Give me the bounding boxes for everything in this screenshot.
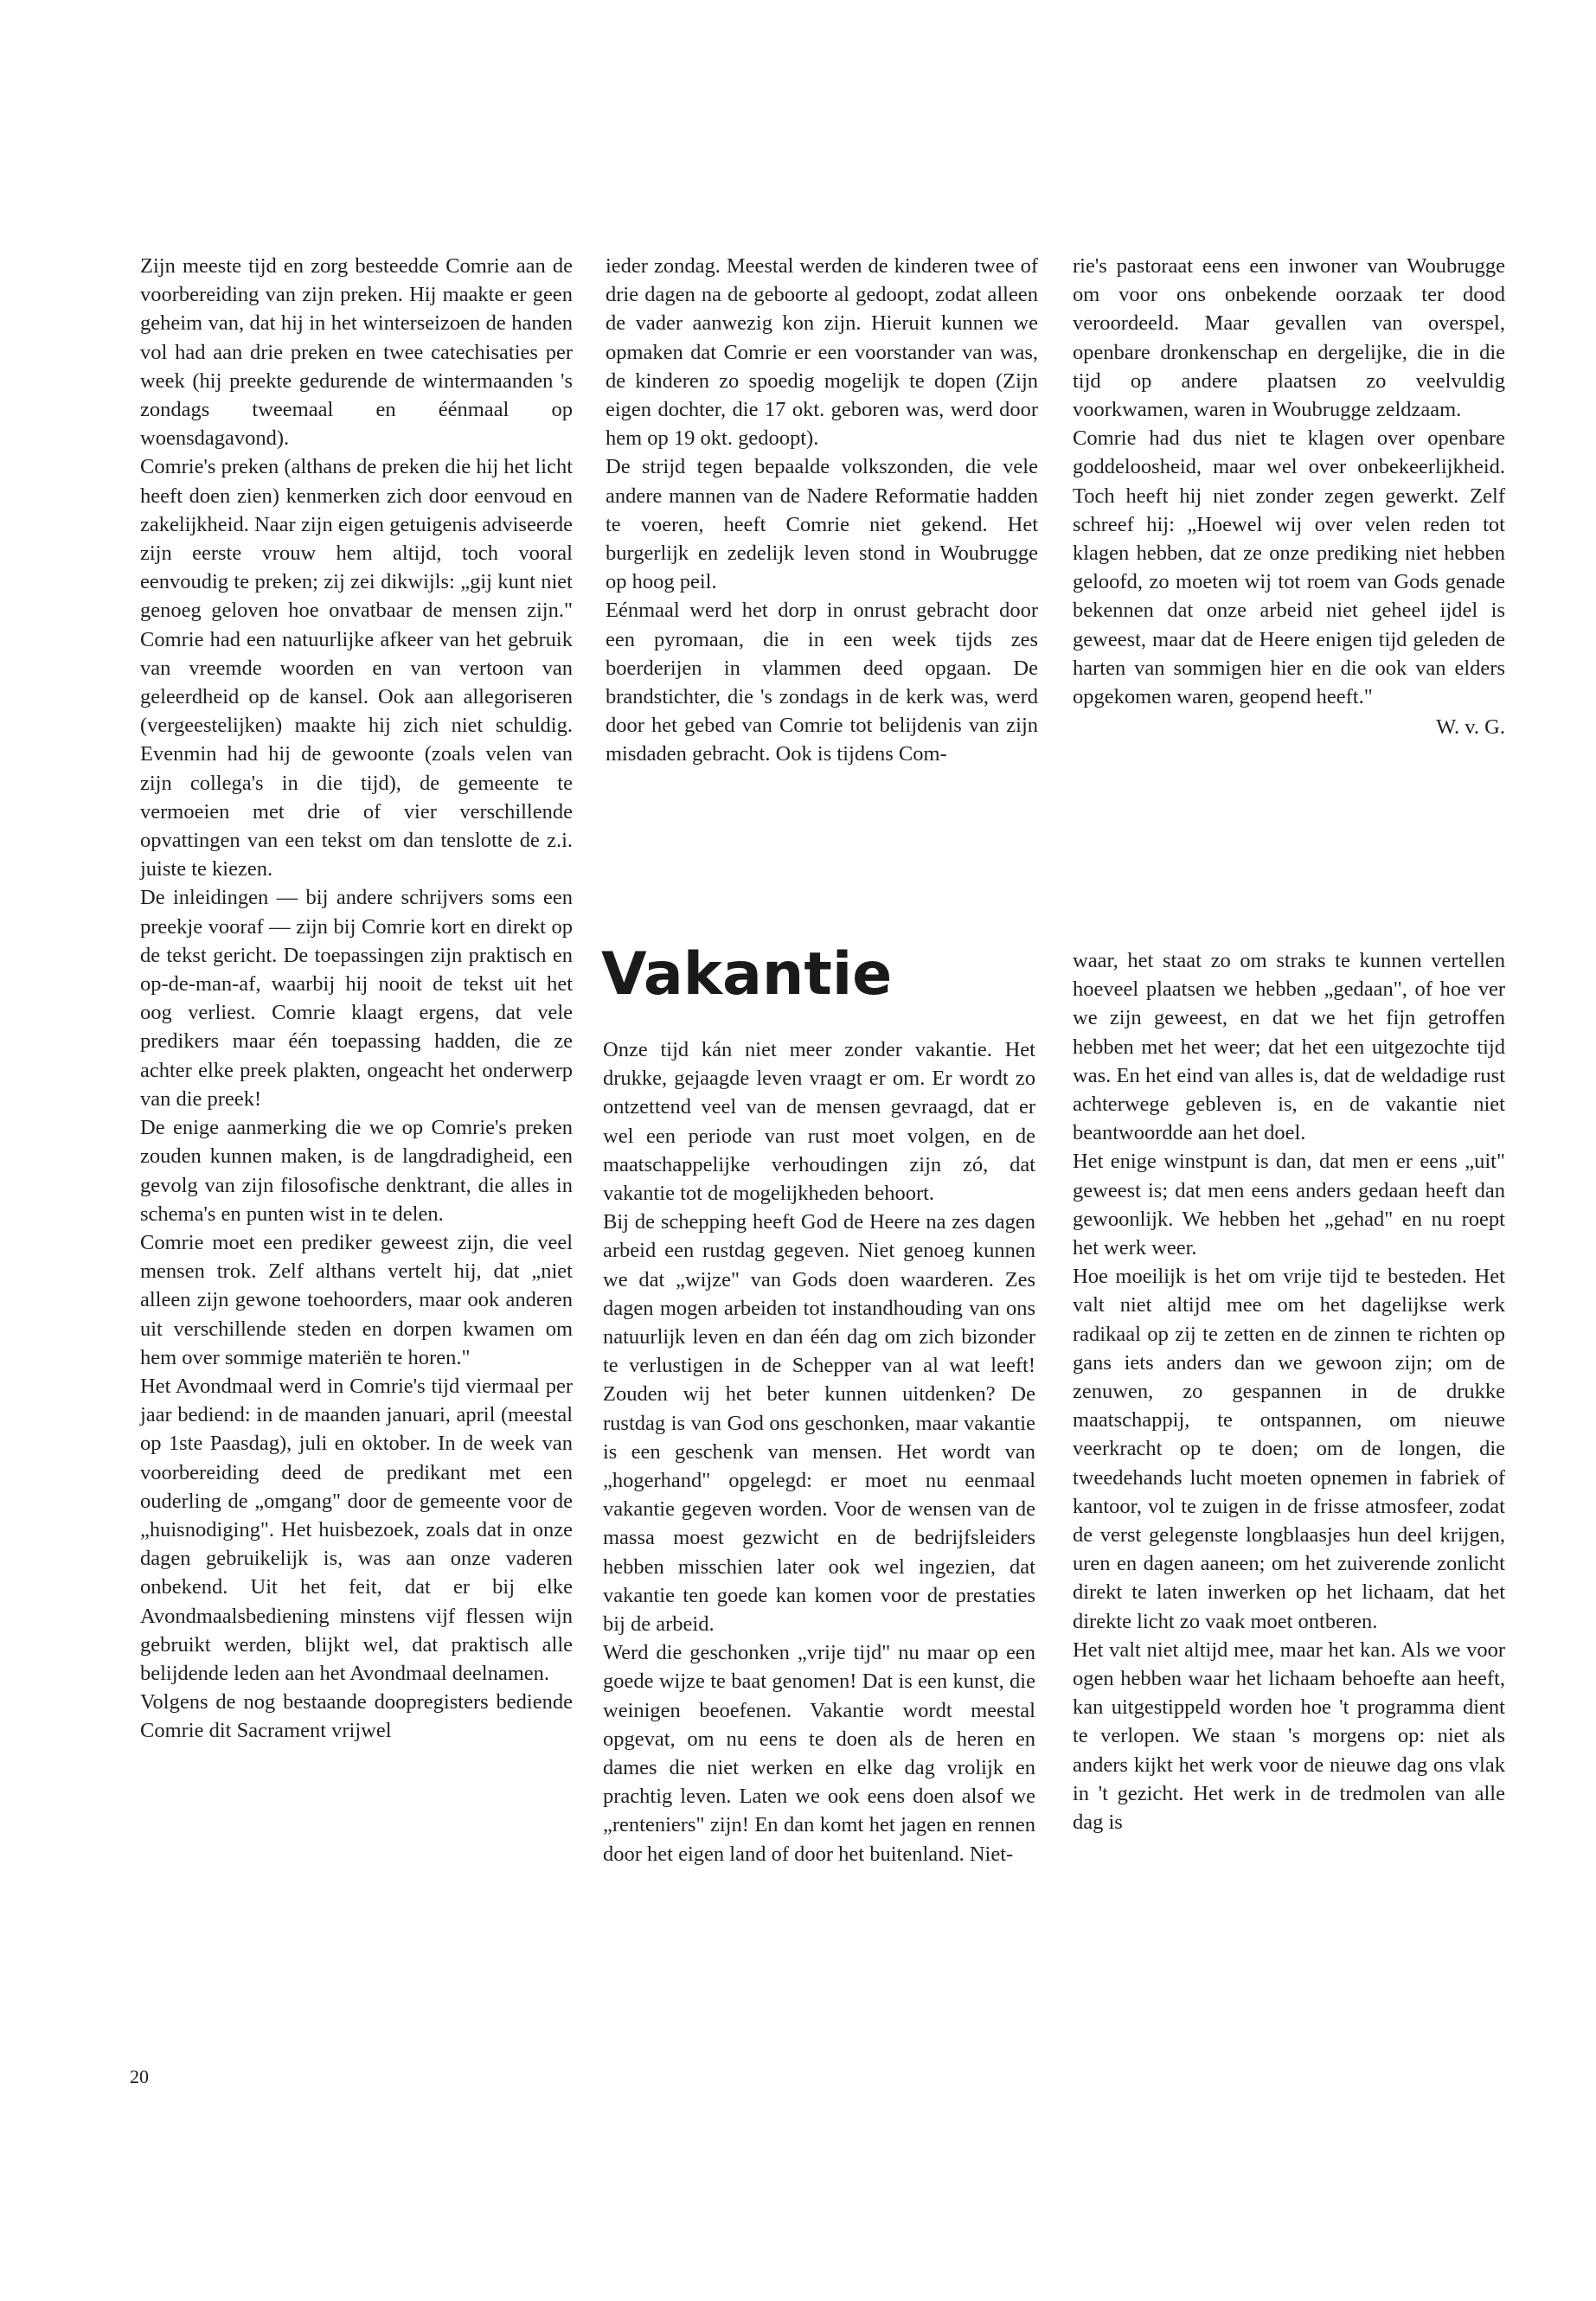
paragraph: De enige aanmerking die we op Comrie's preken zouden kunnen maken, is de langdradigheid, een gevolg van zijn filosofische denktrant, die alles in schema's en punten wist in te delen. xyxy=(140,1116,573,1226)
left-column xyxy=(140,252,573,1746)
paragraph: Comrie's preken (althans de preken die hij het licht heeft doen zien) kenmerken zich door eenvoud en zakelijkheid. Naar zijn eigen getuigenis adviseerde zijn eerste vrouw hem altijd, toch vooral eenvoudig te preken; zij zei dikwijls: „gij kunt niet genoeg geloven hoe onvatbaar de mensen zijn." Comrie had een natuurlijke afkeer van het gebruik van vreemde woorden en van vertoon van geleerdheid op de kansel. Ook aan allegoriseren (vergeestelijken) maakte hij zich niet schuldig. Evenmin had hij de gewoonte (zoals velen van zijn collega's in die tijd), de gemeente te vermoeien met drie of vier verschillende opvattingen van een tekst om dan tenslotte de z.i. juiste te kiezen. xyxy=(140,455,573,881)
paragraph: De strijd tegen bepaalde volkszonden, die vele andere mannen van de Nadere Reformatie hadden te voeren, heeft Comrie niet gekend. Het burgerlijk en zedelijk leven stond in Woubrugge op hoog peil. xyxy=(606,455,1038,594)
paragraph: De inleidingen — bij andere schrijvers soms een preekje vooraf — zijn bij Comrie kort en direkt op de tekst gericht. De toepassingen zijn praktisch en op-de-man-af, waarbij hij nooit de tekst uit het oog verliest. Comrie klaagt ergens, dat vele predikers maar één toepassing hadden, die ze achter elke preek plakten, ongeacht het onderwerp van die preek! xyxy=(140,886,573,1111)
right-column xyxy=(1073,252,1505,741)
paragraph: Eénmaal werd het dorp in onrust gebracht door een pyromaan, die in een week tijds zes boerderijen in vlammen deed opgaan. De brandstichter, die 's zondags in de kerk was, werd door het gebed van Comrie tot belijdenis van zijn misdaden gebracht. Ook is tijdens Com- xyxy=(606,599,1038,766)
middle-column xyxy=(606,252,1038,769)
page-number: 20 xyxy=(130,2066,149,2087)
paragraph: Het Avondmaal werd in Comrie's tijd viermaal per jaar bediend: in de maanden januari, april (meestal op 1ste Paasdag), juli en oktober. In de week van voorbereiding deed de predikant met een ouderling de „omgang" door de gemeente voor de „huisnodiging". Het huisbezoek, zoals dat in onze dagen gebruikelijk is, was aan onze vaderen onbekend. Uit het feit, dat er bij elke Avondmaalsbediening minstens vijf flessen wijn gebruikt werden, blijkt wel, dat praktisch alle belijdende leden aan het Avondmaal deelnamen. xyxy=(140,1374,573,1685)
paragraph: Het enige winstpunt is dan, dat men er eens „uit" geweest is; dat men eens anders gedaan heeft dan gewoonlijk. We hebben het „gehad" en nu roept het werk weer. xyxy=(1073,1150,1505,1260)
vakantie-right-column xyxy=(1073,946,1505,1836)
paragraph: Onze tijd kán niet meer zonder vakantie. Het drukke, gejaagde leven vraagt er om. Er wordt zo ontzettend veel van de mensen gevraagd, dat er wel een periode van rust moet volgen, en de maatschappelijke verhoudingen zijn zó, dat vakantie tot de mogelijkheden behoort. xyxy=(603,1038,1035,1206)
article-title: Vakantie xyxy=(601,940,893,1009)
paragraph: rie's pastoraat eens een inwoner van Woubrugge om voor ons onbekende oorzaak ter dood veroordeeld. Maar gevallen van overspel, openbare dronkenschap en dergelijke, die in die tijd op andere plaatsen zo veelvuldig voorkwamen, waren in Woubrugge zeldzaam. xyxy=(1073,254,1505,422)
paragraph: ieder zondag. Meestal werden de kinderen twee of drie dagen na de geboorte al gedoopt, zodat alleen de vader aanwezig kon zijn. Hieruit kunnen we opmaken dat Comrie er een voorstander van was, de kinderen zo spoedig mogelijk te dopen (Zijn eigen dochter, die 17 okt. geboren was, werd door hem op 19 okt. gedoopt). xyxy=(606,254,1038,451)
vakantie-middle-column xyxy=(603,1035,1035,1868)
paragraph: Zijn meeste tijd en zorg besteedde Comrie aan de voorbereiding van zijn preken. Hij maakte er geen geheim van, dat hij in het winterseizoen de handen vol had aan drie preken en twee catechisaties per week (hij preekte gedurende de wintermaanden 's zondags tweemaal en éénmaal op woensdagavond). xyxy=(140,254,573,451)
paragraph: Hoe moeilijk is het om vrije tijd te besteden. Het valt niet altijd mee om het dagelijkse werk radikaal op zij te zetten en de zinnen te richten op gans iets anders dan we gewoon zijn; om de zenuwen, zo gespannen in de drukke maatschappij, te ontspannen, om nieuwe veerkracht op te doen; om de longen, die tweedehands lucht moeten opnemen in fabriek of kantoor, vol te zuigen in de frisse atmosfeer, zodat de verst gelegenste longblaasjes hun deel krijgen, uren en dagen aaneen; om het zuiverende zonlicht direkt te laten inwerken op het lichaam, dat het direkte licht zo vaak moet ontberen. xyxy=(1073,1265,1505,1633)
paragraph: Comrie had dus niet te klagen over openbare goddeloosheid, maar wel over onbekeerlijkheid. Toch heeft hij niet zonder zegen gewerkt. Zelf schreef hij: „Hoewel wij over velen reden tot klagen hebben, dat ze onze prediking niet hebben geloofd, zo moeten wij tot roem van Gods genade bekennen dat onze arbeid niet geheel ijdel is geweest, maar dat de Heere enigen tijd geleden de harten van sommigen hier en die ook van elders opgekomen waren, geopend heeft." xyxy=(1073,426,1505,709)
paragraph: Volgens de nog bestaande doopregisters bediende Comrie dit Sacrament vrijwel xyxy=(140,1690,573,1743)
author-signature: W. v. G. xyxy=(1436,715,1505,740)
paragraph: Comrie moet een prediker geweest zijn, die veel mensen trok. Zelf althans vertelt hij, dat „niet alleen zijn gewone toehoorders, maar ook anderen uit verschillende steden en dorpen kwamen om hem over sommige materiën te horen." xyxy=(140,1230,573,1369)
paragraph: Werd die geschonken „vrije tijd" nu maar op een goede wijze te baat genomen! Dat is een kunst, die weinigen beoefenen. Vakantie wordt meestal opgevat, om nu eens te doen als de heren en dames die niet werken en elke dag vrolijk en prachtig leven. Laten we ook eens doen alsof we „renteniers" zijn! En dan komt het jagen en rennen door het eigen land of door het buitenland. Niet- xyxy=(603,1641,1035,1866)
paragraph: waar, het staat zo om straks te kunnen vertellen hoeveel plaatsen we hebben „gedaan", of hoe ver we zijn geweest, en dat we het fijn getroffen hebben met het weer; dat het een uitgezochte tijd was. En het eind van alles is, dat de weldadige rust achterwege gebleven is, en de vakantie niet beantwoordde aan het doel. xyxy=(1073,949,1505,1145)
paragraph: Bij de schepping heeft God de Heere na zes dagen arbeid een rustdag gegeven. Niet genoeg kunnen we dat „wijze" van Gods doen waarderen. Zes dagen mogen arbeiden tot instandhouding van ons natuurlijk leven en dan één dag om zich bizonder te verlustigen in de Schepper van al wat leeft! Zouden wij het beter kunnen uitdenken? De rustdag is van God ons geschonken, maar vakantie is een geschenk van mensen. Het wordt van „hogerhand" opgelegd: er moet nu eenmaal vakantie gegeven worden. Voor de wensen van de massa moest gezwicht en de bedrijfsleiders hebben misschien later ook wel ingezien, dat vakantie ten goede kan komen voor de prestaties bij de arbeid. xyxy=(603,1210,1035,1637)
paragraph: Het valt niet altijd mee, maar het kan. Als we voor ogen hebben waar het lichaam behoefte aan heeft, kan uitgestippeld worden hoe 't programma dient te verlopen. We staan 's morgens op: niet als anders kijkt het werk voor de nieuwe dag ons vlak in 't gezicht. Het werk in de tredmolen van alle dag is xyxy=(1073,1638,1505,1835)
